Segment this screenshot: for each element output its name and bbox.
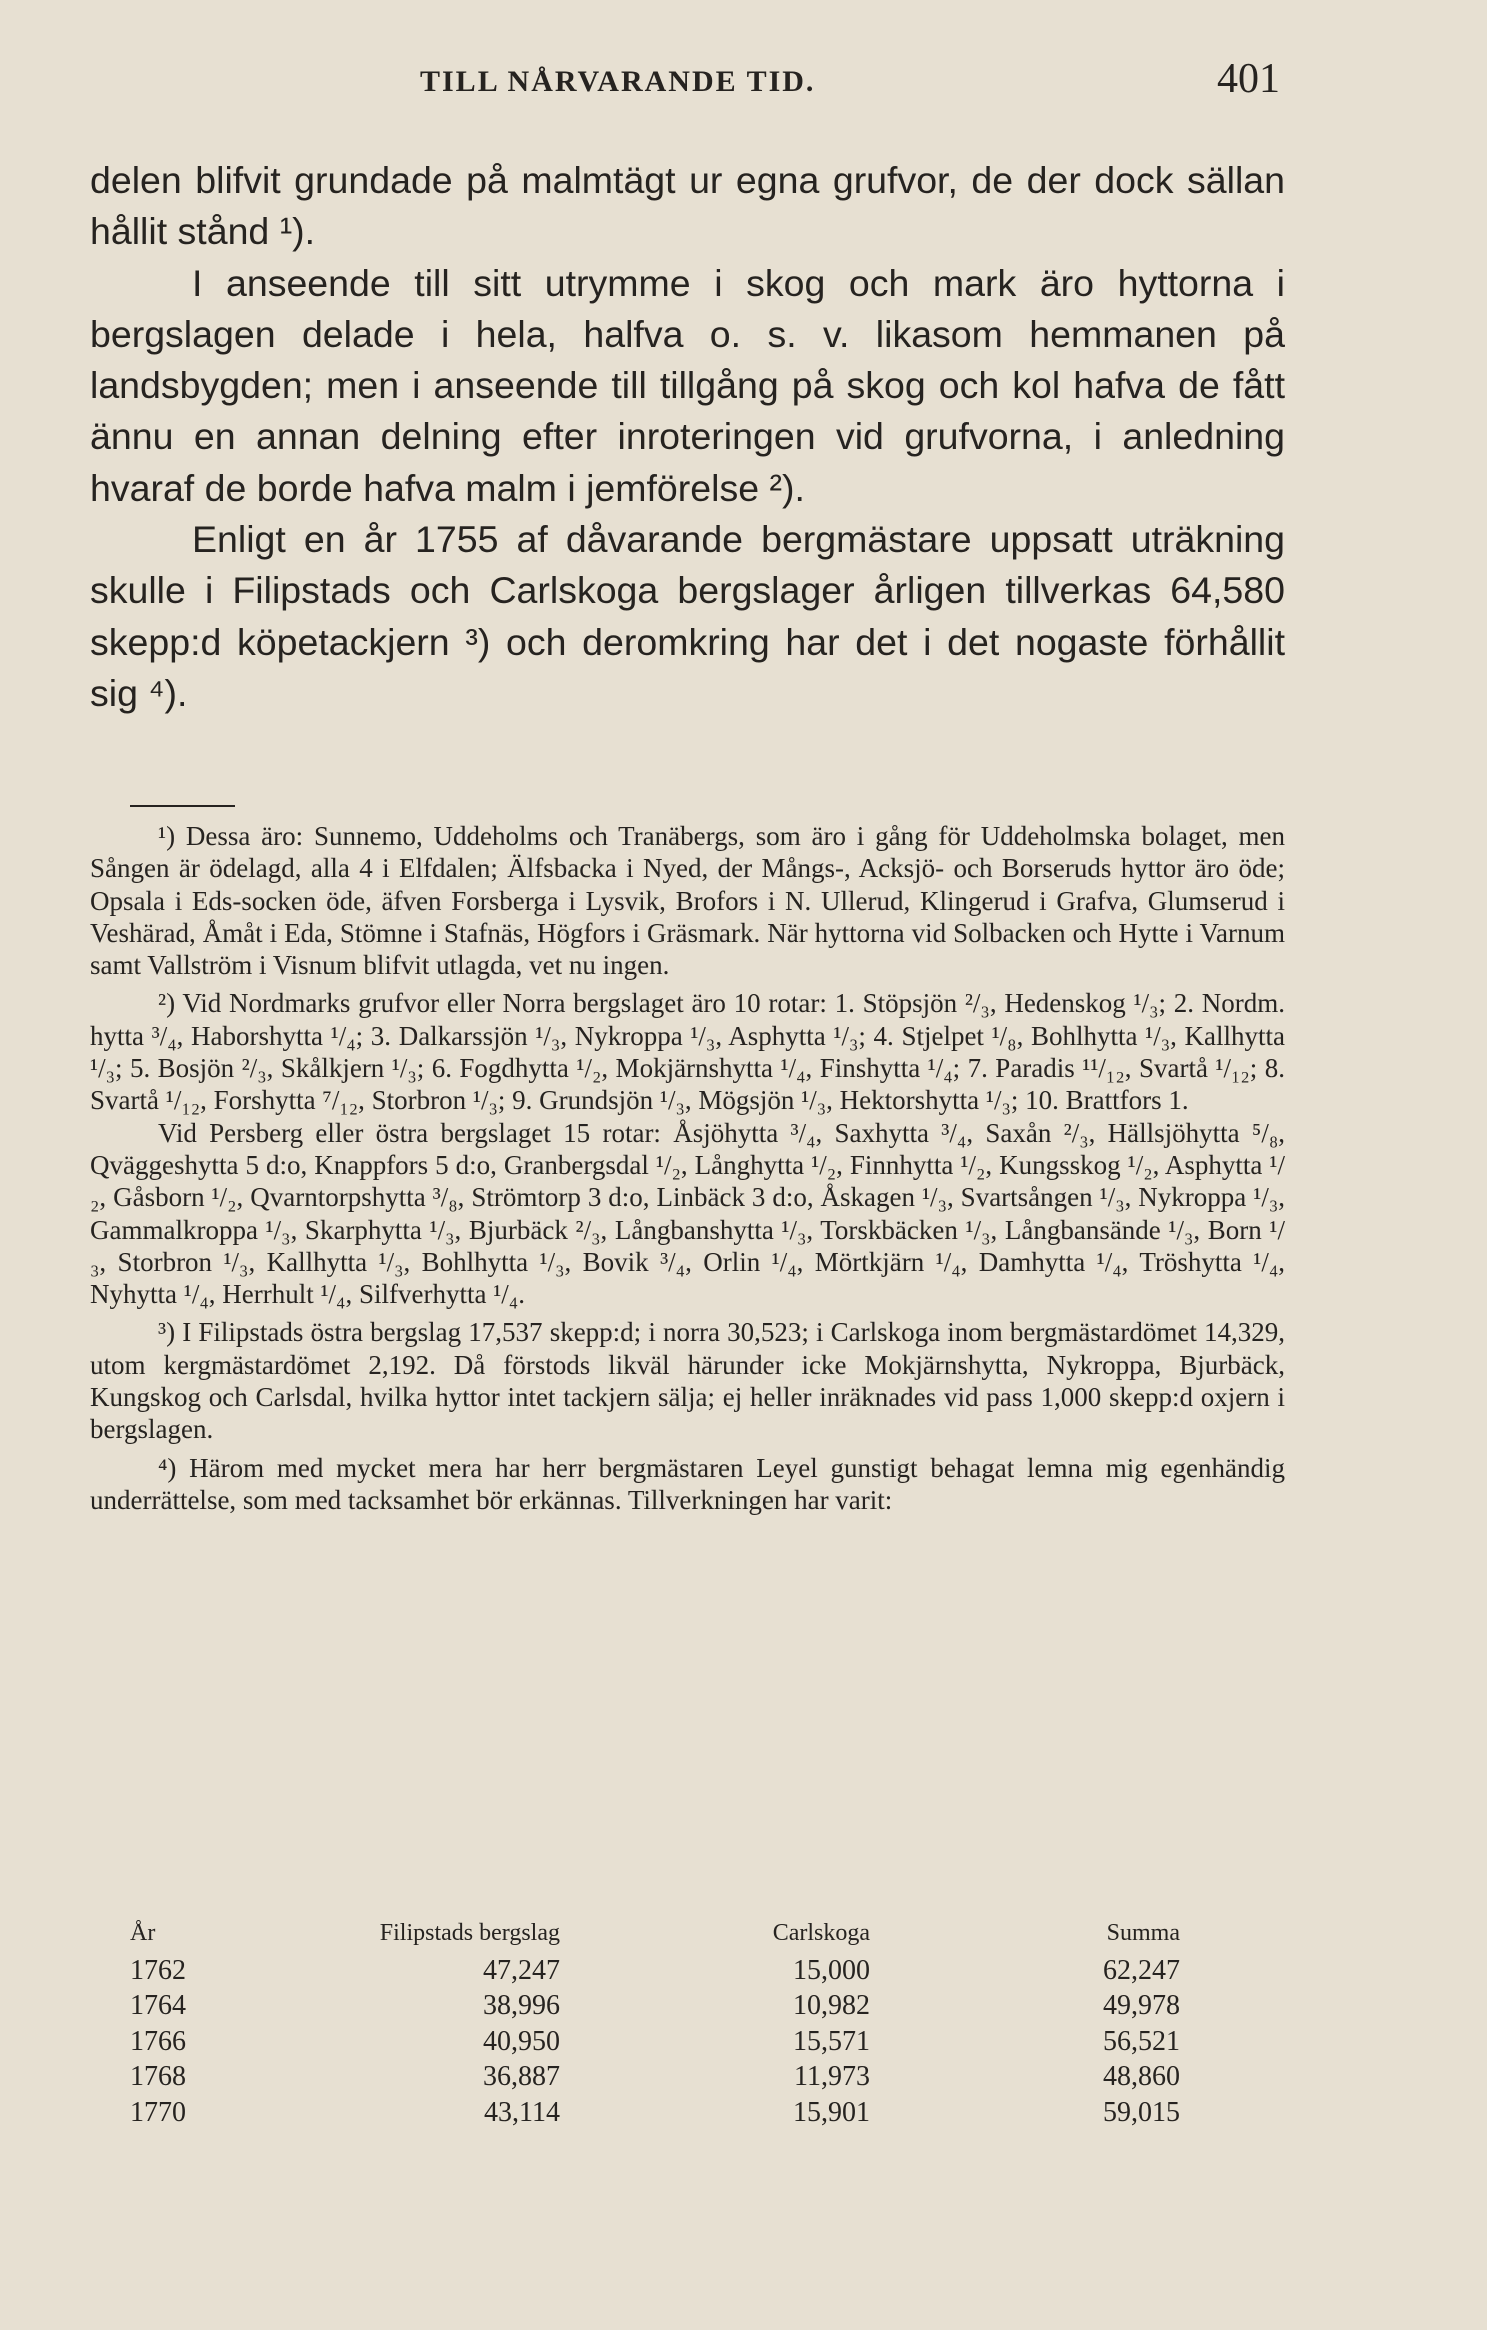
table-cell: 48,860 (1103, 2061, 1180, 2093)
column-header-carlskoga: Carlskoga (772, 1920, 870, 1946)
table-cell: 11,973 (794, 2061, 870, 2093)
table-cell: 56,521 (1103, 2025, 1180, 2057)
column-header-total: Summa (1106, 1920, 1180, 1946)
paragraph-2: I anseende till sitt utrymme i skog och mark äro hyttorna i bergslagen delade i hela, halfva o. s. v. likasom hemmanen på landsbygden; men i anseende till tillgång på skog och kol hafva de fått ännu en annan delning efter inroteringen vid grufvorna, i anledning hvaraf de borde hafva malm i jemförelse ²). (90, 261, 1285, 509)
table-cell: 40,950 (483, 2025, 560, 2057)
table-cell: 38,996 (483, 1990, 560, 2022)
table-row (130, 2024, 1230, 2059)
paragraph-1: delen blifvit grundade på malmtägt ur egna grufvor, de der dock sällan hållit stånd ¹). (90, 159, 1285, 253)
table-cell: 62,247 (1103, 1955, 1180, 1986)
table-cell: 36,887 (483, 2061, 560, 2093)
footnote-1: ¹) Dessa äro: Sunnemo, Uddeholms och Tranäbergs, som äro i gång för Uddeholmska bolaget, men Sången är ödelagd, alla 4 i Elfdalen; Älfsbacka i Nyed, der Mångs-, Acksjö- och Borseruds hyttor äro öde; Opsala i Eds-socken öde, äfven Forsberga i Lysvik, Brofors i N. Ullerud, Klingerud i Grafva, Glumserud i Veshärad, Åmåt i Eda, Stömne i Stafnäs, Högfors i Gräsmark. När hyttorna vid Solbacken och Hytte i Varnum samt Vallström i Visnum blifvit utlagda, vet nu ingen. (90, 821, 1285, 981)
footnote-4: ⁴) Härom med mycket mera har herr bergmästaren Leyel gunstigt behagat lemna mig egenhändig underrättelse, som med tacksamhet bör erkännas. Tillverkningen har varit: (90, 1452, 1285, 1515)
table-cell: 1766 (130, 2025, 186, 2057)
main-text (90, 155, 1285, 719)
table-row (130, 2059, 1230, 2094)
table-cell: 15,000 (793, 1955, 870, 1986)
page-header (90, 55, 1280, 115)
table-row (130, 1953, 1230, 1988)
table-cell: 1768 (130, 2061, 186, 2093)
table-cell: 1762 (130, 1955, 186, 1986)
table-row (130, 1988, 1230, 2023)
paragraph-3: Enligt en år 1755 af dåvarande bergmästare uppsatt uträkning skulle i Filipstads och Carlskoga bergslager årligen tillverkas 64,580 skepp:d köpetackjern ³) och deromkring har det i det nogaste förhållit sig ⁴). (90, 518, 1285, 714)
column-header-filipstad: Filipstads bergslag (379, 1920, 560, 1946)
footnote-2: ²) Vid Nordmarks grufvor eller Norra bergslaget äro 10 rotar: 1. Stöpsjön ²/₃, Hedenskog ¹/₃; 2. Nordm. hytta ³/₄, Haborshytta ¹/₄; 3. Dalkarssjön ¹/₃, Nykroppa ¹/₃, Asphytta ¹/₃; 4. Stjelpet ¹/₈, Bohlhytta ¹/₃, Kallhytta ¹/₃; 5. Bosjön ²/₃, Skålkjern ¹/₃; 6. Fogdhytta ¹/₂, Mokjärnshytta ¹/₄, Finshytta ¹/₄; 7. Paradis ¹¹/₁₂, Svartå ¹/₁₂; 8. Svartå ¹/₁₂, Forshytta ⁷/₁₂, Storbron ¹/₃; 9. Grundsjön ¹/₃, Mögsjön ¹/₃, Hektorshytta ¹/₃; 10. Brattfors 1. (90, 988, 1285, 1116)
column-header-year: År (130, 1920, 156, 1946)
production-table (130, 1913, 1230, 2130)
footnote-divider (130, 805, 235, 807)
table-cell: 1770 (130, 2096, 186, 2128)
footnote-3: ³) I Filipstads östra bergslag 17,537 skepp:d; i norra 30,523; i Carlskoga inom bergmästardömet 14,329, utom kergmästardömet 2,192. Då förstods likväl härunder icke Mokjärnshytta, Nykroppa, Bjurbäck, Kungskog och Carlsdal, hvilka hyttor intet tackjern sälja; ej heller inräknades vid pass 1,000 skepp:d oxjern i bergslagen. (90, 1317, 1285, 1445)
table-cell: 10,982 (793, 1990, 870, 2022)
page-number: 401 (1217, 56, 1280, 102)
table-cell: 43,114 (484, 2096, 560, 2128)
table-cell: 47,247 (483, 1955, 560, 1986)
footnote-2-continued: Vid Persberg eller östra bergslaget 15 rotar: Åsjöhytta ³/₄, Saxhytta ³/₄, Saxån ²/₃, Hällsjöhytta ⁵/₈, Qväggeshytta 5 d:o, Knappfors 5 d:o, Granbergsdal ¹/₂, Långhytta ¹/₂, Finnhytta ¹/₂, Kungsskog ¹/₂, Asphytta ¹/₂, Gåsborn ¹/₂, Qvarntorpshytta ³/₈, Strömtorp 3 d:o, Linbäck 3 d:o, Åskagen ¹/₃, Svartsången ¹/₃, Nykroppa ¹/₃, Gammalkroppa ¹/₃, Skarphytta ¹/₃, Bjurbäck ²/₃, Långbanshytta ¹/₃, Torskbäcken ¹/₃, Långbansände ¹/₃, Born ¹/₃, Storbron ¹/₃, Kallhytta ¹/₃, Bohlhytta ¹/₃, Bovik ³/₄, Orlin ¹/₄, Mörtkjärn ¹/₄, Damhytta ¹/₄, Tröshytta ¹/₄, Nyhytta ¹/₄, Herrhult ¹/₄, Silfverhytta ¹/₄. (90, 1117, 1285, 1310)
running-title: TILL NÅRVARANDE TID. (420, 65, 816, 98)
table-cell: 59,015 (1103, 2096, 1180, 2128)
table-row (130, 2095, 1230, 2130)
table-cell: 15,901 (793, 2096, 870, 2128)
footnotes (90, 820, 1285, 1516)
table-cell: 1764 (130, 1990, 186, 2022)
table-header-row (130, 1913, 1230, 1953)
table-cell: 49,978 (1103, 1990, 1180, 2022)
table-cell: 15,571 (793, 2025, 870, 2057)
